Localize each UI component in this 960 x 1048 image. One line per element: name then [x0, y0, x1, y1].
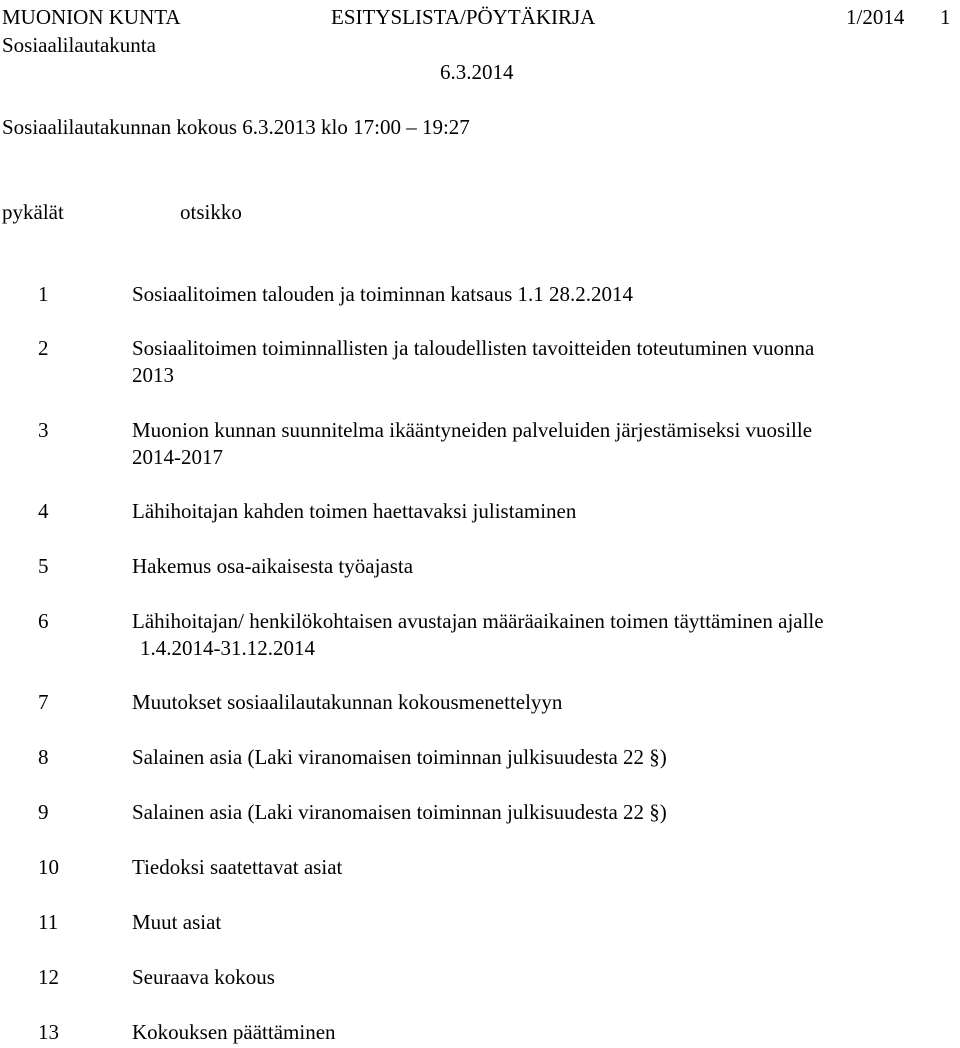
meeting-info: Sosiaalilautakunnan kokous 6.3.2013 klo 17:00 – 19:27: [2, 115, 470, 139]
item-title-continuation: 2014-2017: [132, 445, 223, 469]
item-number: 1: [38, 282, 49, 306]
item-title-continuation: 1.4.2014-31.12.2014: [140, 636, 315, 660]
item-number: 12: [38, 965, 59, 989]
item-title: Sosiaalitoimen talouden ja toiminnan katsaus 1.1 28.2.2014: [132, 282, 634, 306]
item-number: 8: [38, 745, 49, 769]
item-number: 11: [38, 910, 59, 934]
item-title: Kokouksen päättäminen: [132, 1020, 336, 1044]
item-title: Hakemus osa-aikaisesta työajasta: [132, 554, 414, 578]
municipality-name: MUONION KUNTA: [2, 5, 181, 29]
item-title: Muut asiat: [132, 910, 222, 934]
item-title: Tiedoksi saatettavat asiat: [132, 855, 343, 879]
committee-name: Sosiaalilautakunta: [2, 33, 156, 57]
item-title-continuation: 2013: [132, 363, 174, 387]
document-type: ESITYSLISTA/PÖYTÄKIRJA: [331, 5, 596, 29]
page-number: 1: [940, 5, 951, 29]
item-title: Salainen asia (Laki viranomaisen toiminnan julkisuudesta 22 §): [132, 800, 667, 824]
issue-number: 1/2014: [846, 5, 905, 29]
item-number: 3: [38, 418, 49, 442]
item-title: Seuraava kokous: [132, 965, 275, 989]
column-header-sections: pykälät: [2, 200, 64, 224]
item-title: Lähihoitajan kahden toimen haettavaksi julistaminen: [132, 499, 577, 523]
item-number: 5: [38, 554, 49, 578]
item-number: 9: [38, 800, 49, 824]
item-number: 10: [38, 855, 59, 879]
item-title: Muutokset sosiaalilautakunnan kokousmenettelyyn: [132, 690, 563, 714]
document-date: 6.3.2014: [440, 60, 514, 84]
column-header-title: otsikko: [180, 200, 242, 224]
item-number: 4: [38, 499, 49, 523]
item-number: 7: [38, 690, 49, 714]
item-number: 13: [38, 1020, 59, 1044]
item-number: 2: [38, 336, 49, 360]
item-title: Salainen asia (Laki viranomaisen toiminnan julkisuudesta 22 §): [132, 745, 667, 769]
item-number: 6: [38, 609, 49, 633]
item-title: Sosiaalitoimen toiminnallisten ja taloudellisten tavoitteiden toteutuminen vuonna: [132, 336, 815, 360]
item-title: Muonion kunnan suunnitelma ikääntyneiden palveluiden järjestämiseksi vuosille: [132, 418, 813, 442]
item-title: Lähihoitajan/ henkilökohtaisen avustajan määräaikainen toimen täyttäminen ajalle: [132, 609, 824, 633]
